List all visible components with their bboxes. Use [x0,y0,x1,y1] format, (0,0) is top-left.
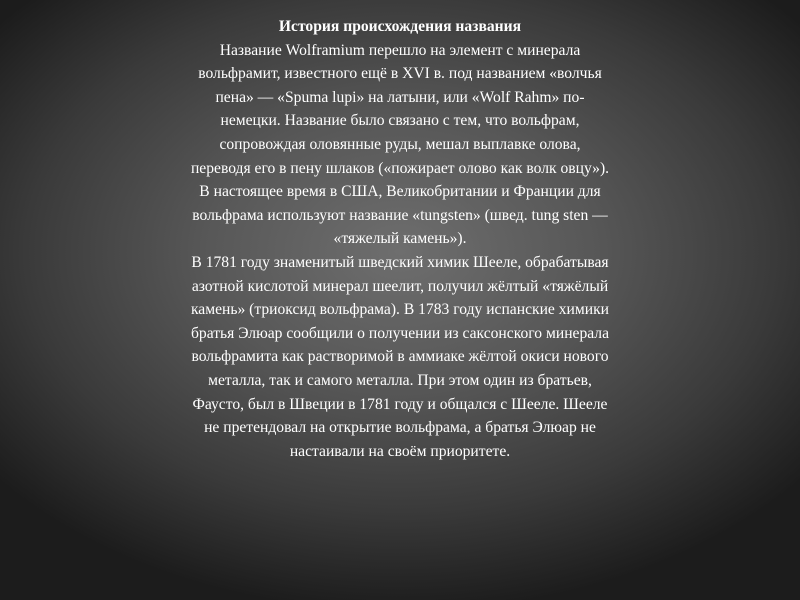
text-line: Фаусто, был в Швеции в 1781 году и общался с Шееле. Шееле [192,395,608,413]
slide-heading: История происхождения названия [278,18,522,35]
text-line: металла, так и самого металла. При этом один из братьев, [208,371,592,389]
text-line: сопровождая оловянные руды, мешал выплавке олова, [219,135,581,153]
text-line: Название Wolframium перешло на элемент с минерала [219,41,581,59]
text-line: настаивали на своём приоритете. [289,442,511,460]
text-line: вольфрамита как растворимой в аммиаке жёлтой окиси нового [191,348,609,366]
text-line: братья Элюар сообщили о получении из саксонского минерала [190,324,610,342]
text-line: В 1781 году знаменитый шведский химик Шееле, обрабатывая [191,253,609,271]
text-line: переводя его в пену шлаков («пожирает олово как волк овцу»). [190,159,610,177]
text-line: азотной кислотой минерал шеелит, получил жёлтый «тяжёлый [191,277,609,295]
text-line: «тяжелый камень»). [333,230,467,248]
text-line: вольфрама используют название «tungsten» (швед. tung sten — [192,206,608,224]
text-line: не претендовал на открытие вольфрама, а братья Элюар не [204,419,596,437]
text-line: немецки. Название было связано с тем, что вольфрам, [220,112,580,130]
slide-text-block [105,15,695,463]
text-line: камень» (триоксид вольфрама). В 1783 году испанские химики [190,301,610,319]
text-line: пена» — «Spuma lupi» на латыни, или «Wolf Rahm» по- [215,88,585,106]
text-line: В настоящее время в США, Великобритании и Франции для [199,183,601,201]
text-line: вольфрамит, известного ещё в XVI в. под названием «волчья [198,65,602,83]
